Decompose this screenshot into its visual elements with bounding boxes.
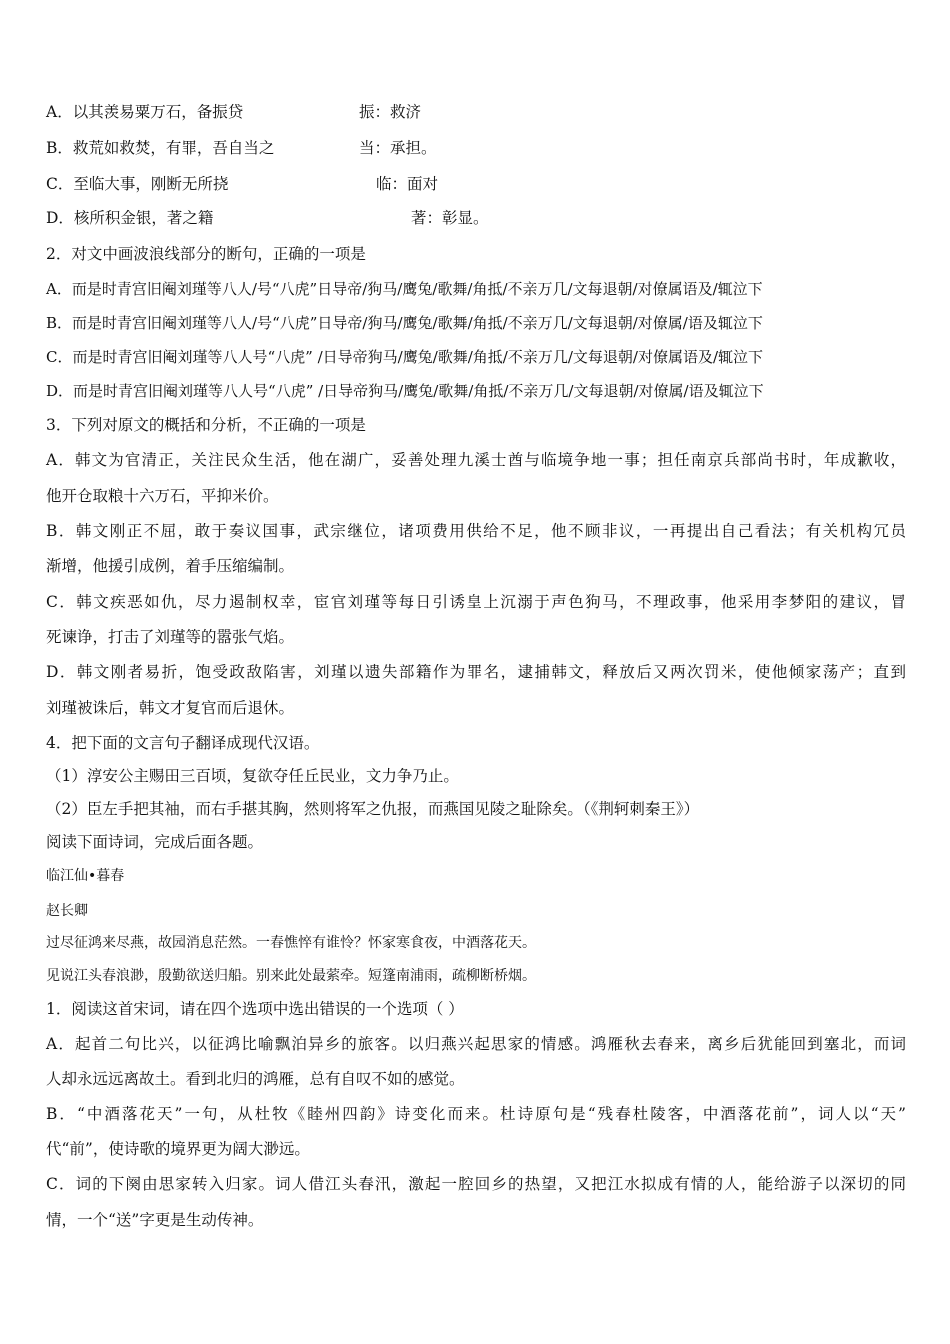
q1-option-b-gloss: 当：承担。 bbox=[359, 139, 437, 157]
q2-option-c: C．而是时青宫旧阉刘瑾等八人号“八虎” /日导帝狗马/鹰兔/歌舞/角抵/不亲万几/文每退朝/对僚属语及/辄泣下 bbox=[46, 348, 764, 366]
q4-sentence-1: （1）淳安公主赐田三百顷，复欲夺任丘民业，文力争乃止。 bbox=[46, 767, 459, 785]
q3-option-b-line1: B．韩文刚正不屈，敢于奏议国事，武宗继位，诸项费用供给不足，他不顾非议，一再提出自己看法；有关机构冗员 bbox=[46, 522, 906, 540]
pq1-option-c-line2: 情，一个“送”字更是生动传神。 bbox=[46, 1211, 264, 1229]
q2-stem: 2．对文中画波浪线部分的断句，正确的一项是 bbox=[46, 245, 366, 263]
q2-option-a: A．而是时青宫旧阉刘瑾等八人/号“八虎”日导帝/狗马/鹰兔/歌舞/角抵/不亲万几/文每退朝/对僚属语及/辄泣下 bbox=[46, 280, 763, 298]
poem-title: 临江仙•暮春 bbox=[46, 868, 125, 884]
q1-option-c: C．至临大事，刚断无所挠 bbox=[46, 175, 229, 193]
poem-intro: 阅读下面诗词，完成后面各题。 bbox=[46, 833, 264, 851]
q3-option-c-line2: 死谏诤，打击了刘瑾等的嚣张气焰。 bbox=[46, 628, 295, 646]
q4-sentence-2: （2）臣左手把其袖，而右手揕其胸，然则将军之仇报，而燕国见陵之耻除矣。（《荆轲刺秦王》） bbox=[46, 800, 700, 818]
pq1-option-a-line2: 人却永远远离故土。看到北归的鸿雁，总有自叹不如的感觉。 bbox=[46, 1070, 465, 1088]
pq1-stem: 1．阅读这首宋词，请在四个选项中选出错误的一个选项（ ） bbox=[46, 1000, 464, 1018]
q3-option-a-line1: A．韩文为官清正，关注民众生活，他在湖广，妥善处理九溪士酋与临境争地一事；担任南京兵部尚书时，年成歉收， bbox=[46, 451, 906, 469]
poem-line-2: 见说江头春浪渺，殷勤欲送归船。别来此处最萦牵。短篷南浦雨，疏柳断桥烟。 bbox=[46, 968, 536, 984]
q1-option-d: D．核所积金银，著之籍 bbox=[46, 209, 214, 227]
q3-option-d-line2: 刘瑾被诛后，韩文才复官而后退休。 bbox=[46, 699, 295, 717]
q1-option-d-gloss: 著：彰显。 bbox=[411, 209, 489, 227]
poem-author: 赵长卿 bbox=[46, 903, 88, 919]
q1-option-a-gloss: 振：救济 bbox=[359, 103, 422, 121]
pq1-option-b-line1: B．“中酒落花天”一句，从杜牧《睦州四韵》诗变化而来。杜诗原句是“残春杜陵客，中酒落花前”，词人以“天” bbox=[46, 1105, 906, 1123]
q3-option-a-line2: 他开仓取粮十六万石，平抑米价。 bbox=[46, 487, 279, 505]
q1-option-c-gloss: 临：面对 bbox=[376, 175, 439, 193]
pq1-option-b-line2: 代“前”，使诗歌的境界更为阔大渺远。 bbox=[46, 1140, 310, 1158]
pq1-option-c-line1: C．词的下阕由思家转入归家。词人借江头春汛，激起一腔回乡的热望，又把江水拟成有情的人，能给游子以深切的同 bbox=[46, 1175, 906, 1193]
q3-stem: 3．下列对原文的概括和分析，不正确的一项是 bbox=[46, 416, 366, 434]
q4-stem: 4．把下面的文言句子翻译成现代汉语。 bbox=[46, 734, 320, 752]
pq1-option-a-line1: A．起首二句比兴，以征鸿比喻飘泊异乡的旅客。以归燕兴起思家的情感。鸿雁秋去春来，离乡后犹能回到塞北，而词 bbox=[46, 1035, 906, 1053]
q3-option-c-line1: C．韩文疾恶如仇，尽力遏制权幸，宦官刘瑾等每日引诱皇上沉溺于声色狗马，不理政事，他采用李梦阳的建议，冒 bbox=[46, 593, 906, 611]
q3-option-d-line1: D．韩文刚者易折，饱受政敌陷害，刘瑾以遗失部籍作为罪名，逮捕韩文，释放后又两次罚米，使他倾家荡产；直到 bbox=[46, 663, 906, 681]
q1-option-b: B．救荒如救焚，有罪，吾自当之 bbox=[46, 139, 275, 157]
q3-option-b-line2: 渐增，他援引成例，着手压缩编制。 bbox=[46, 557, 295, 575]
q2-option-d: D．而是时青宫旧阉刘瑾等八人号“八虎” /日导帝狗马/鹰兔/歌舞/角抵/不亲万几/文每退朝/对僚属/语及辄泣下 bbox=[46, 382, 764, 400]
q2-option-b: B．而是时青宫旧阉刘瑾等八人/号“八虎”日导帝/狗马/鹰兔/歌舞/角抵/不亲万几/文每退朝/对僚属/语及辄泣下 bbox=[46, 314, 763, 332]
q1-option-a: A．以其羡易粟万石，备振贷 bbox=[46, 103, 244, 121]
poem-line-1: 过尽征鸿来尽燕，故园消息茫然。一春憔悴有谁怜？怀家寒食夜，中酒落花天。 bbox=[46, 935, 536, 951]
